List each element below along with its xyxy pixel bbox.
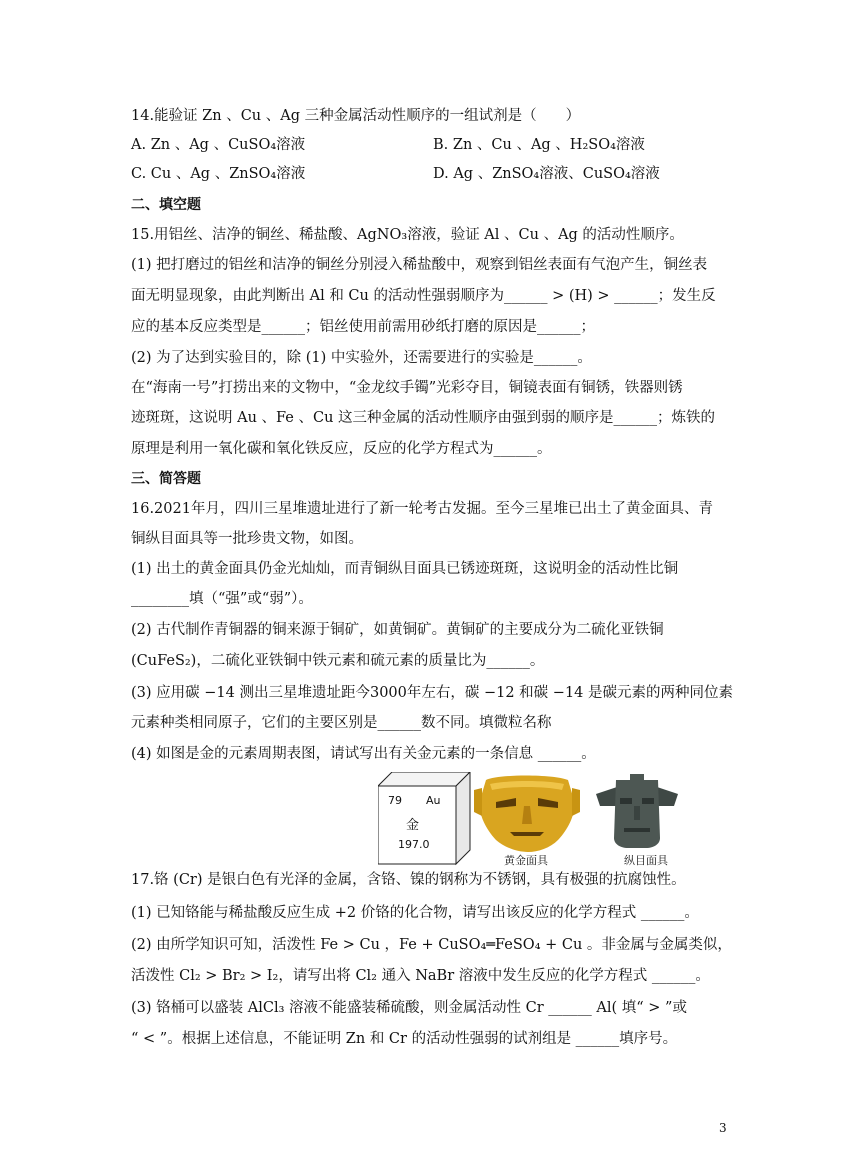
q14-option-b: B. Zn 、Cu 、Ag 、H₂SO₄溶液	[433, 137, 645, 153]
q16-part1-line2: ________填（“强”或“弱”）。	[131, 591, 313, 607]
section-heading-short-answer: 三、简答题	[131, 471, 201, 487]
gold-mask-image	[474, 776, 580, 853]
bronze-mask-caption: 纵目面具	[624, 854, 668, 867]
bronze-mask-image	[596, 774, 678, 848]
q15-part1-line2: 面无明显现象，由此判断出 Al 和 Cu 的活动性强弱顺序为______ > (H) > ______；发生反	[131, 288, 716, 304]
q17-part3-line2: “ < ”。根据上述信息，不能证明 Zn 和 Cr 的活动性强弱的试剂组是 ______填序号。	[131, 1031, 678, 1047]
q17-part2-line2: 活泼性 Cl₂ > Br₂ > I₂，请写出将 Cl₂ 通入 NaBr 溶液中发生反应的化学方程式 ______。	[131, 968, 710, 984]
q14-option-c: C. Cu 、Ag 、ZnSO₄溶液	[131, 166, 306, 182]
question-16-stem-line2: 铜纵目面具等一批珍贵文物，如图。	[131, 531, 363, 547]
question-14-stem: 14.能验证 Zn 、Cu 、Ag 三种金属活动性顺序的一组试剂是（ ）	[131, 108, 581, 124]
q14-option-d: D. Ag 、ZnSO₄溶液、CuSO₄溶液	[433, 166, 660, 182]
q15-extra-line1: 在“海南一号”打捞出来的文物中，“金龙纹手镯”光彩夺目，铜镜表面有铜锈，铁器则锈	[131, 380, 683, 396]
element-symbol: Au	[426, 794, 441, 807]
question-16-stem-line1: 16.2021年月，四川三星堆遗址进行了新一轮考古发掘。至今三星堆已出土了黄金面具、青	[131, 501, 713, 517]
q16-part2-line1: (2) 古代制作青铜器的铜来源于铜矿，如黄铜矿。黄铜矿的主要成分为二硫化亚铁铜	[131, 622, 664, 638]
q15-part1-line3: 应的基本反应类型是______；铝丝使用前需用砂纸打磨的原因是______；	[131, 319, 595, 335]
element-atomic-number: 79	[388, 794, 402, 807]
gold-mask-caption: 黄金面具	[504, 854, 548, 867]
q16-figure	[378, 772, 688, 870]
question-15-stem: 15.用铝丝、洁净的铜丝、稀盐酸、AgNO₃溶液，验证 Al 、Cu 、Ag 的活动性顺序。	[131, 227, 684, 243]
q17-part1: (1) 已知铬能与稀盐酸反应生成 +2 价铬的化合物，请写出该反应的化学方程式 ______。	[131, 905, 699, 921]
q16-part4: (4) 如图是金的元素周期表图，请试写出有关金元素的一条信息 ______。	[131, 746, 596, 762]
element-name: 金	[406, 818, 420, 833]
q16-part3-line1: (3) 应用碳 −14 测出三星堆遗址距今3000年左右，碳 −12 和碳 −14 是碳元素的两种同位素	[131, 685, 734, 701]
q16-part2-line2: (CuFeS₂)，二硫化亚铁铜中铁元素和硫元素的质量比为______。	[131, 653, 545, 669]
q17-part2-line1: (2) 由所学知识可知，活泼性 Fe > Cu ，Fe + CuSO₄═FeSO₄ + Cu 。非金属与金属类似，	[131, 937, 732, 953]
q15-part1-line1: (1) 把打磨过的铝丝和洁净的铜丝分别浸入稀盐酸中，观察到铝丝表面有气泡产生，铜丝表	[131, 257, 708, 273]
q15-part2: (2) 为了达到实验目的，除 (1) 中实验外，还需要进行的实验是______。	[131, 350, 592, 366]
q17-part3-line1: (3) 铬桶可以盛装 AlCl₃ 溶液不能盛装稀硫酸，则金属活动性 Cr ______ Al( 填“ > ”或	[131, 1000, 687, 1016]
section-heading-fill-in: 二、填空题	[131, 197, 201, 213]
element-atomic-mass: 197.0	[398, 838, 430, 851]
question-17-stem: 17.铬 (Cr) 是银白色有光泽的金属，含铬、镍的钢称为不锈钢，具有极强的抗腐蚀性。	[131, 872, 686, 888]
q16-part3-line2: 元素种类相同原子，它们的主要区别是______数不同。填微粒名称	[131, 715, 552, 731]
q15-extra-line3: 原理是利用一氧化碳和氧化铁反应，反应的化学方程式为______。	[131, 441, 552, 457]
q16-part1-line1: (1) 出土的黄金面具仍金光灿灿，而青铜纵目面具已锈迹斑斑，这说明金的活动性比铜	[131, 561, 679, 577]
q15-extra-line2: 迹斑斑，这说明 Au 、Fe 、Cu 这三种金属的活动性顺序由强到弱的顺序是______；炼铁的	[131, 410, 716, 426]
q14-option-a: A. Zn 、Ag 、CuSO₄溶液	[131, 137, 306, 153]
page-number: 3	[719, 1121, 727, 1135]
